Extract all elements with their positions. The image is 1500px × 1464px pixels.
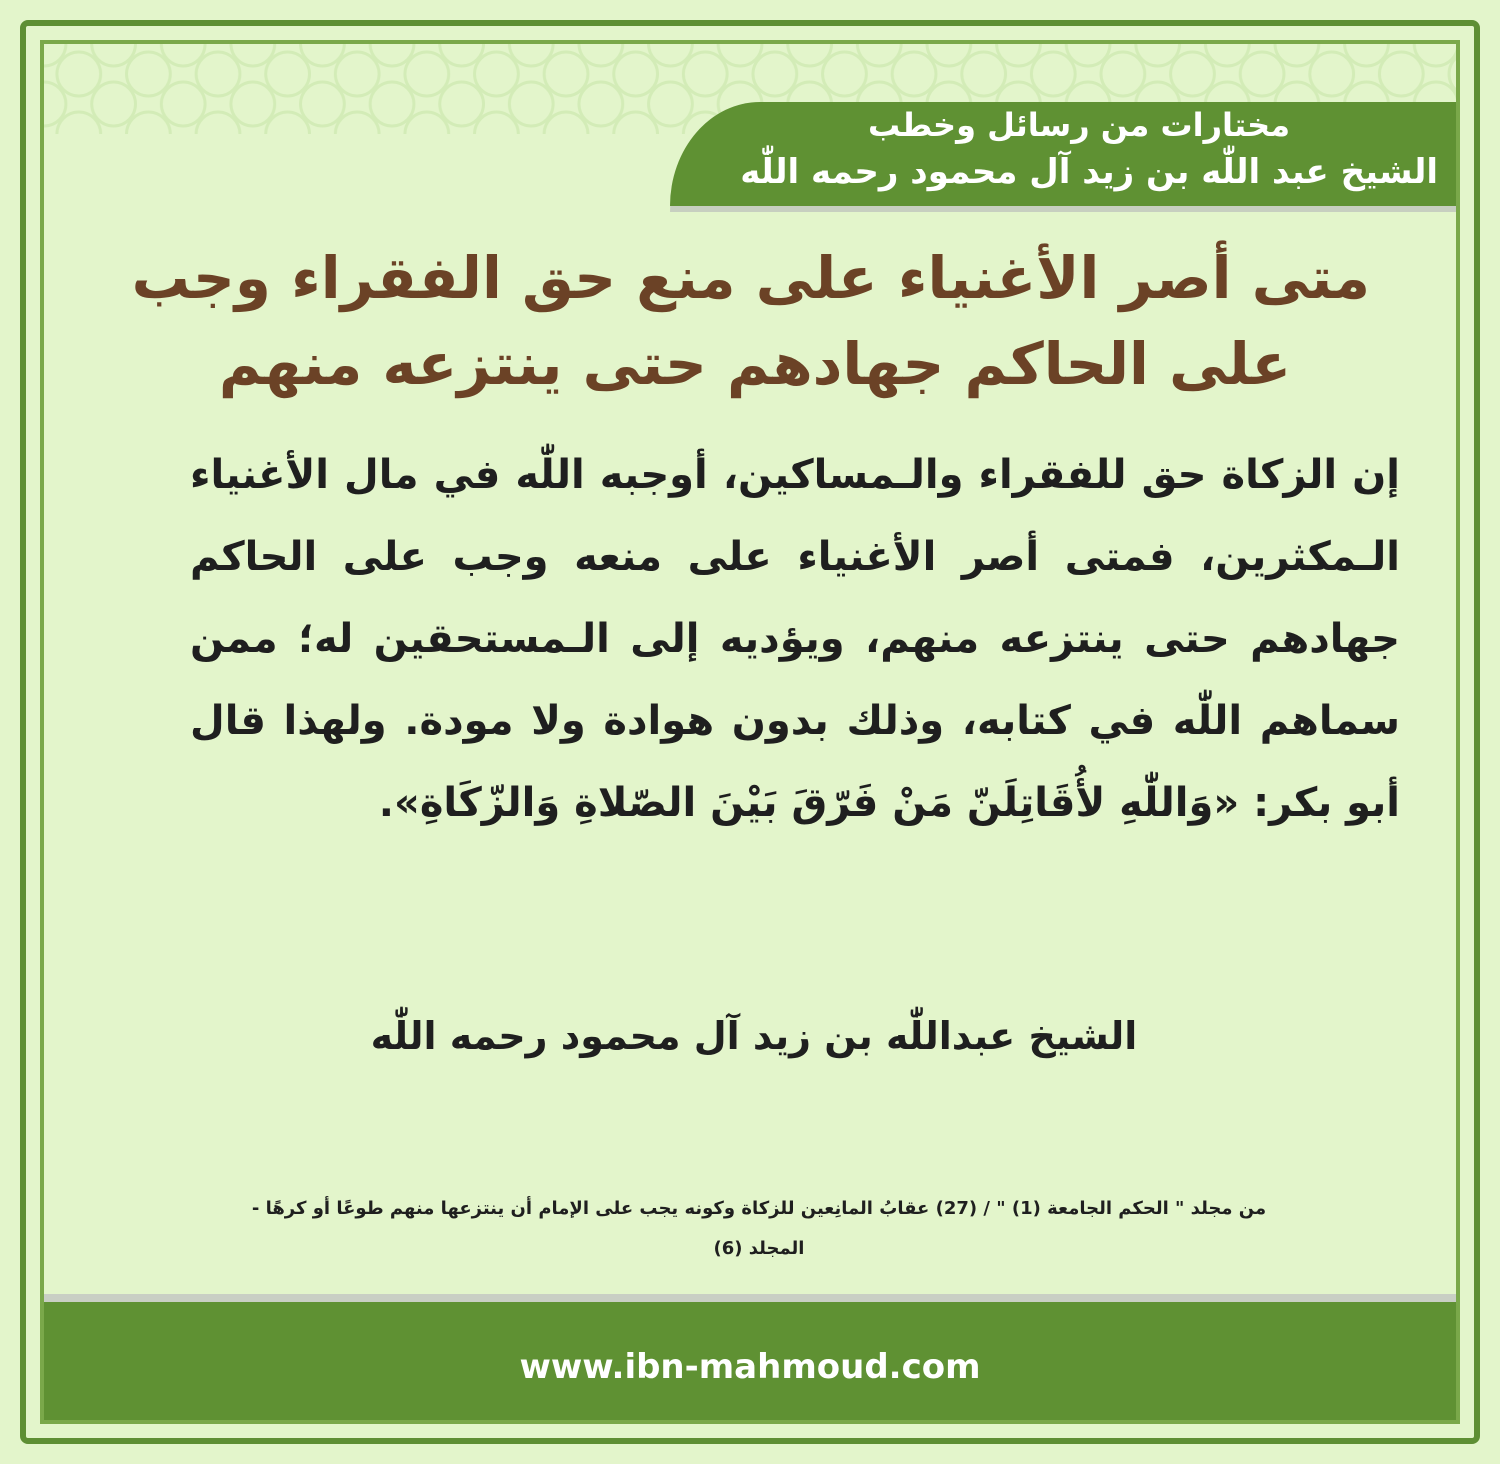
source-citation (114, 1189, 1404, 1269)
main-title-line-2: على الحاكم جهادهم حتى ينتزعه منهم (218, 330, 1292, 398)
source-citation-line-2: المجلد (6) (713, 1238, 805, 1259)
main-title-line-1: متى أصر الأغنياء على منع حق الفقراء وجب (131, 244, 1370, 312)
content-card (40, 40, 1460, 1424)
header-series-title: مختارات من رسائل وخطب (867, 106, 1290, 144)
header-author: الشيخ عبد اللّٰه بن زيد آل محمود رحمه اللّٰه (740, 152, 1438, 192)
footer-bar (44, 1302, 1456, 1424)
author-signature: الشيخ عبداللّٰه بن زيد آل محمود رحمه اللّٰه (370, 1014, 1138, 1058)
source-citation-line-1: من مجلد " الحكم الجامعة (1) " / (27) عقابُ المانِعين للزكاة وكونه يجب على الإمام أن ينتزعها منهم طوعًا أو كرهًا - (251, 1198, 1267, 1219)
body-paragraph: إن الزكاة حق للفقراء والـمساكين، أوجبه اللّٰه في مال الأغنياء الـمكثرين، فمتى أصر الأغنياء على منعه وجب على الحاكم جهادهم حتى ينتزعه منهم، ويؤديه إلى الـمستحقين له؛ ممن سماهم اللّٰه في كتابه، وذلك بدون هوادة ولا مودة. ولهذا قال أبو بكر: «وَاللّٰهِ لأُقَاتِلَنّ مَنْ فَرّقَ بَيْنَ الصّلاةِ وَالزّكَاةِ». (190, 452, 1400, 826)
footer-separator (44, 1294, 1456, 1302)
header-banner (670, 102, 1456, 206)
website-url[interactable]: www.ibn-mahmoud.com (519, 1347, 981, 1387)
